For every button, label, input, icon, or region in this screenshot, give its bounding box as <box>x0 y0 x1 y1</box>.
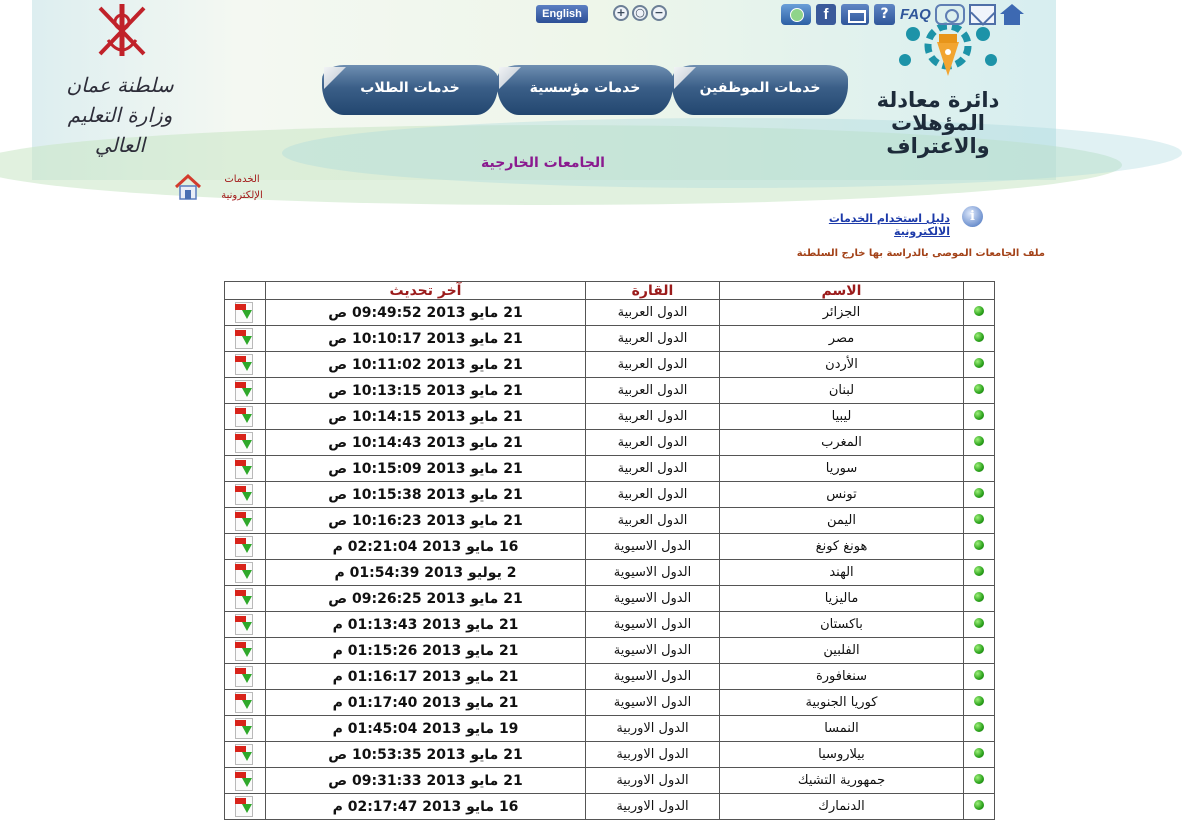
bullet-cell <box>964 716 995 742</box>
tab-student-services[interactable] <box>322 65 498 115</box>
pdf-download-icon[interactable] <box>233 796 257 818</box>
pdf-download-icon[interactable] <box>233 588 257 610</box>
continent-cell: الدول الاوربية <box>586 794 720 820</box>
zoom-in-icon[interactable]: + <box>613 5 629 21</box>
green-bullet-icon <box>974 488 984 498</box>
pdf-download-cell[interactable] <box>225 768 266 794</box>
continent-cell: الدول الاوربية <box>586 768 720 794</box>
department-logo-icon <box>893 14 1003 98</box>
green-bullet-icon <box>974 384 984 394</box>
bullet-cell <box>964 404 995 430</box>
table-row <box>225 612 995 638</box>
continent-cell: الدول العربية <box>586 482 720 508</box>
green-bullet-icon <box>974 410 984 420</box>
continent-cell: الدول العربية <box>586 404 720 430</box>
bullet-cell <box>964 326 995 352</box>
country-name-cell[interactable]: كوريا الجنوبية <box>720 690 964 716</box>
country-name-cell[interactable]: الهند <box>720 560 964 586</box>
continent-cell: الدول العربية <box>586 326 720 352</box>
pdf-download-cell[interactable] <box>225 716 266 742</box>
green-bullet-icon <box>974 436 984 446</box>
department-logo-text <box>838 88 1038 158</box>
last-update-cell: 16 مايو 2013 02:21:04 م <box>266 534 586 560</box>
header-swoosh-accent <box>282 118 1182 188</box>
tab-employee-services[interactable] <box>672 65 848 115</box>
country-name-cell[interactable]: بيلاروسيا <box>720 742 964 768</box>
table-row <box>225 586 995 612</box>
last-update-cell: 21 مايو 2013 10:13:15 ص <box>266 378 586 404</box>
pdf-download-cell[interactable] <box>225 404 266 430</box>
section-caption: ملف الجامعات الموصى بالدراسة بها خارج السلطنة <box>796 248 1045 259</box>
green-bullet-icon <box>974 592 984 602</box>
bullet-cell <box>964 456 995 482</box>
table-body <box>225 300 995 820</box>
pdf-download-cell[interactable] <box>225 638 266 664</box>
tab-label: خدمات الموظفين <box>699 80 821 96</box>
help-icon[interactable]: ? <box>874 4 895 25</box>
continent-cell: الدول العربية <box>586 456 720 482</box>
tab-label: خدمات مؤسسية <box>529 80 641 96</box>
table-row <box>225 690 995 716</box>
pdf-download-icon[interactable] <box>233 484 257 506</box>
tab-label: خدمات الطلاب <box>360 80 460 96</box>
table-row <box>225 794 995 820</box>
info-icon: i <box>962 206 983 227</box>
pdf-download-icon[interactable] <box>233 406 257 428</box>
pdf-download-icon[interactable] <box>233 536 257 558</box>
country-name-cell[interactable]: مصر <box>720 326 964 352</box>
country-name-cell[interactable]: اليمن <box>720 508 964 534</box>
bullet-cell <box>964 430 995 456</box>
logo-line-1: دائرة معادلة <box>876 88 1000 112</box>
country-name-cell[interactable]: النمسا <box>720 716 964 742</box>
pdf-download-cell[interactable] <box>225 794 266 820</box>
green-bullet-icon <box>974 644 984 654</box>
green-bullet-icon <box>974 332 984 342</box>
pdf-download-cell[interactable] <box>225 534 266 560</box>
header-download <box>225 282 266 300</box>
pdf-download-cell[interactable] <box>225 326 266 352</box>
green-bullet-icon <box>974 774 984 784</box>
country-name-cell[interactable]: الفلبين <box>720 638 964 664</box>
table-row <box>225 352 995 378</box>
continent-cell: الدول الاوربية <box>586 742 720 768</box>
pdf-download-icon[interactable] <box>233 640 257 662</box>
oman-emblem-icon <box>90 0 154 64</box>
header-last-update: آخر تحديث <box>266 282 586 300</box>
table-row <box>225 404 995 430</box>
table-row <box>225 768 995 794</box>
mail-icon[interactable] <box>969 4 996 25</box>
country-name-cell[interactable]: هونغ كونغ <box>720 534 964 560</box>
table-row <box>225 300 995 326</box>
table-row <box>225 326 995 352</box>
home-icon[interactable] <box>1000 4 1024 25</box>
green-bullet-icon <box>974 462 984 472</box>
bullet-cell <box>964 794 995 820</box>
last-update-cell: 21 مايو 2013 01:16:17 م <box>266 664 586 690</box>
country-name-cell[interactable]: الدنمارك <box>720 794 964 820</box>
zoom-reset-icon[interactable]: ○ <box>632 5 648 21</box>
continent-cell: الدول الاسيوية <box>586 534 720 560</box>
table-row <box>225 430 995 456</box>
pdf-download-cell[interactable] <box>225 560 266 586</box>
continent-cell: الدول العربية <box>586 430 720 456</box>
faq-icon[interactable]: FAQ <box>900 6 931 23</box>
last-update-cell: 21 مايو 2013 10:14:43 ص <box>266 430 586 456</box>
last-update-cell: 21 مايو 2013 09:31:33 ص <box>266 768 586 794</box>
green-bullet-icon <box>974 748 984 758</box>
pdf-download-icon[interactable] <box>233 692 257 714</box>
green-bullet-icon <box>974 514 984 524</box>
table-row <box>225 534 995 560</box>
country-name-cell[interactable]: المغرب <box>720 430 964 456</box>
table-row <box>225 664 995 690</box>
green-bullet-icon <box>974 800 984 810</box>
tab-corner-fold <box>674 67 696 89</box>
pdf-download-cell[interactable] <box>225 586 266 612</box>
pdf-download-cell[interactable] <box>225 352 266 378</box>
sitemap-icon[interactable] <box>841 4 869 25</box>
continent-cell: الدول الاسيوية <box>586 690 720 716</box>
last-update-cell: 21 مايو 2013 10:15:09 ص <box>266 456 586 482</box>
bullet-cell <box>964 612 995 638</box>
bullet-cell <box>964 534 995 560</box>
continent-cell: الدول العربية <box>586 378 720 404</box>
eservices-link[interactable]: الخدمات الإلكترونية <box>221 174 263 201</box>
bullet-cell <box>964 586 995 612</box>
pdf-download-cell[interactable] <box>225 456 266 482</box>
pdf-download-cell[interactable] <box>225 690 266 716</box>
continent-cell: الدول الاسيوية <box>586 560 720 586</box>
pdf-download-icon[interactable] <box>233 458 257 480</box>
continent-cell: الدول الاسيوية <box>586 638 720 664</box>
pdf-download-cell[interactable] <box>225 742 266 768</box>
pdf-download-icon[interactable] <box>233 718 257 740</box>
last-update-cell: 16 مايو 2013 02:17:47 م <box>266 794 586 820</box>
country-name-cell[interactable]: جمهورية التشيك <box>720 768 964 794</box>
country-name-cell[interactable]: سنغافورة <box>720 664 964 690</box>
pdf-download-cell[interactable] <box>225 300 266 326</box>
green-bullet-icon <box>974 306 984 316</box>
eservices-home-icon[interactable] <box>174 173 202 201</box>
green-bullet-icon <box>974 722 984 732</box>
country-name-cell[interactable]: الأردن <box>720 352 964 378</box>
table-header-row <box>225 282 995 300</box>
tab-institutional-services[interactable] <box>497 65 673 115</box>
green-bullet-icon <box>974 540 984 550</box>
bullet-cell <box>964 664 995 690</box>
pdf-download-icon[interactable] <box>233 380 257 402</box>
pdf-download-icon[interactable] <box>233 302 257 324</box>
country-name-cell[interactable]: سوريا <box>720 456 964 482</box>
bullet-cell <box>964 742 995 768</box>
english-language-button[interactable]: English <box>536 5 588 23</box>
country-name-cell[interactable]: الجزائر <box>720 300 964 326</box>
continent-cell: الدول العربية <box>586 300 720 326</box>
green-bullet-icon <box>974 670 984 680</box>
last-update-cell: 21 مايو 2013 10:15:38 ص <box>266 482 586 508</box>
bullet-cell <box>964 508 995 534</box>
logo-line-2: المؤهلات والاعتراف <box>886 111 990 158</box>
header-name: الاسم <box>720 282 964 300</box>
last-update-cell: 21 مايو 2013 10:16:23 ص <box>266 508 586 534</box>
green-bullet-icon <box>974 696 984 706</box>
header-bullet <box>964 282 995 300</box>
green-bullet-icon <box>974 566 984 576</box>
country-name-cell[interactable]: ليبيا <box>720 404 964 430</box>
table-row <box>225 508 995 534</box>
pdf-download-icon[interactable] <box>233 562 257 584</box>
bullet-cell <box>964 352 995 378</box>
pdf-download-cell[interactable] <box>225 430 266 456</box>
last-update-cell: 21 مايو 2013 10:14:15 ص <box>266 404 586 430</box>
last-update-cell: 19 مايو 2013 01:45:04 م <box>266 716 586 742</box>
table-row <box>225 456 995 482</box>
pdf-download-cell[interactable] <box>225 612 266 638</box>
pdf-download-icon[interactable] <box>233 666 257 688</box>
pdf-download-icon[interactable] <box>233 770 257 792</box>
country-name-cell[interactable]: تونس <box>720 482 964 508</box>
pdf-download-cell[interactable] <box>225 378 266 404</box>
ministry-calligraphy <box>45 70 195 157</box>
pdf-download-cell[interactable] <box>225 482 266 508</box>
last-update-cell: 2 يوليو 2013 01:54:39 م <box>266 560 586 586</box>
last-update-cell: 21 مايو 2013 10:11:02 ص <box>266 352 586 378</box>
pdf-download-cell[interactable] <box>225 508 266 534</box>
bullet-cell <box>964 690 995 716</box>
phone-icon[interactable] <box>935 4 965 25</box>
pdf-download-icon[interactable] <box>233 744 257 766</box>
continent-cell: الدول الاوربية <box>586 716 720 742</box>
user-guide-link[interactable]: دليل استخدام الخدمات الالكترونية <box>828 212 950 238</box>
pdf-download-icon[interactable] <box>233 354 257 376</box>
bullet-cell <box>964 378 995 404</box>
green-bullet-icon <box>974 358 984 368</box>
country-name-cell[interactable]: لبنان <box>720 378 964 404</box>
ministry-line-1: سلطنة عمان <box>66 73 174 97</box>
ministry-line-2: وزارة التعليم العالي <box>67 103 173 157</box>
last-update-cell: 21 مايو 2013 01:13:43 م <box>266 612 586 638</box>
table-row <box>225 482 995 508</box>
last-update-cell: 21 مايو 2013 10:10:17 ص <box>266 326 586 352</box>
continent-cell: الدول الاسيوية <box>586 586 720 612</box>
last-update-cell: 21 مايو 2013 09:26:25 ص <box>266 586 586 612</box>
last-update-cell: 21 مايو 2013 10:53:35 ص <box>266 742 586 768</box>
header-continent: القارة <box>586 282 720 300</box>
table-row <box>225 560 995 586</box>
continent-cell: الدول الاسيوية <box>586 664 720 690</box>
globe-icon[interactable] <box>781 4 811 25</box>
pdf-download-icon[interactable] <box>233 510 257 532</box>
continent-cell: الدول العربية <box>586 508 720 534</box>
bullet-cell <box>964 638 995 664</box>
bullet-cell <box>964 300 995 326</box>
green-bullet-icon <box>974 618 984 628</box>
bullet-cell <box>964 482 995 508</box>
table-row <box>225 638 995 664</box>
table-row <box>225 742 995 768</box>
pdf-download-cell[interactable] <box>225 664 266 690</box>
pdf-download-icon[interactable] <box>233 432 257 454</box>
country-name-cell[interactable]: ماليزيا <box>720 586 964 612</box>
table-row <box>225 378 995 404</box>
pdf-download-icon[interactable] <box>233 614 257 636</box>
tab-corner-fold <box>499 67 521 89</box>
bullet-cell <box>964 560 995 586</box>
continent-cell: الدول الاسيوية <box>586 612 720 638</box>
country-name-cell[interactable]: باكستان <box>720 612 964 638</box>
bullet-cell <box>964 768 995 794</box>
page-title: الجامعات الخارجية <box>481 155 605 171</box>
last-update-cell: 21 مايو 2013 01:15:26 م <box>266 638 586 664</box>
pdf-download-icon[interactable] <box>233 328 257 350</box>
facebook-icon[interactable]: f <box>816 4 836 25</box>
zoom-out-icon[interactable]: − <box>651 5 667 21</box>
last-update-cell: 21 مايو 2013 01:17:40 م <box>266 690 586 716</box>
universities-table <box>224 281 995 820</box>
table-row <box>225 716 995 742</box>
continent-cell: الدول العربية <box>586 352 720 378</box>
last-update-cell: 21 مايو 2013 09:49:52 ص <box>266 300 586 326</box>
tab-corner-fold <box>324 67 346 89</box>
